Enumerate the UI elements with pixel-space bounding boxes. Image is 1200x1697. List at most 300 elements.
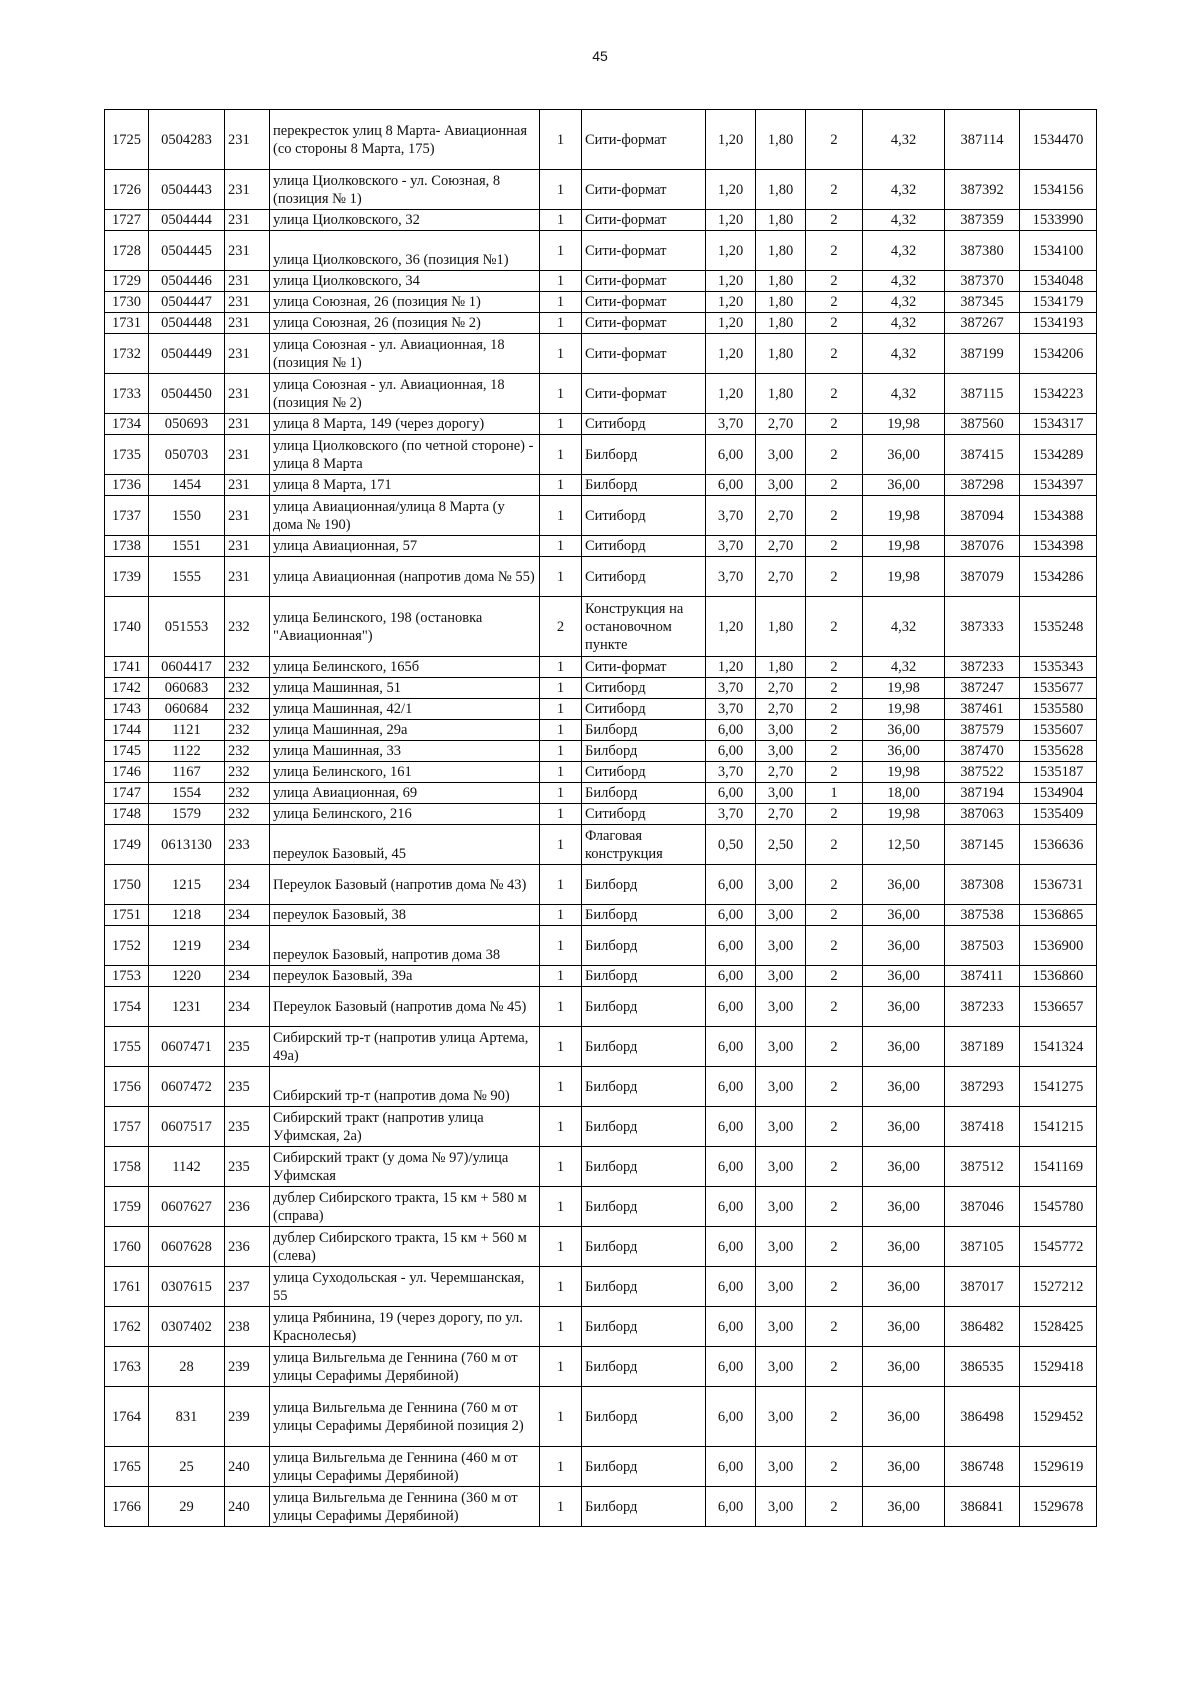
cell-structure-type: Сити-формат (582, 170, 706, 210)
cell-sides: 2 (806, 762, 863, 783)
cell-sides: 2 (806, 1487, 863, 1527)
cell-height: 3,00 (756, 1387, 806, 1447)
cell-zone: 232 (225, 597, 270, 657)
cell-sides: 2 (806, 1387, 863, 1447)
cell-coord-y: 1529452 (1020, 1387, 1097, 1447)
cell-area: 4,32 (863, 657, 945, 678)
cell-number: 1761 (105, 1267, 149, 1307)
cell-structure-type: Сити-формат (582, 374, 706, 414)
cell-sides: 2 (806, 435, 863, 475)
cell-coord-y: 1529418 (1020, 1347, 1097, 1387)
cell-coord-x: 387411 (945, 966, 1020, 987)
cell-height: 3,00 (756, 1027, 806, 1067)
cell-coord-y: 1534100 (1020, 231, 1097, 271)
cell-zone: 232 (225, 762, 270, 783)
table-row (105, 1387, 1097, 1447)
cell-quantity: 2 (540, 597, 582, 657)
cell-sides: 2 (806, 475, 863, 496)
table-row (105, 1487, 1097, 1527)
cell-address: Сибирский тракт (напротив улица Уфимская, 2а) (270, 1107, 540, 1147)
table-row (105, 374, 1097, 414)
cell-zone: 237 (225, 1267, 270, 1307)
cell-code: 1219 (149, 926, 225, 966)
cell-zone: 231 (225, 110, 270, 170)
cell-width: 6,00 (706, 926, 756, 966)
cell-structure-type: Сити-формат (582, 110, 706, 170)
cell-sides: 2 (806, 1447, 863, 1487)
cell-coord-x: 387415 (945, 435, 1020, 475)
cell-address: улица Вильгельма де Геннина (760 м от улицы Серафимы Дерябиной) (270, 1347, 540, 1387)
cell-number: 1764 (105, 1387, 149, 1447)
cell-coord-x: 387017 (945, 1267, 1020, 1307)
cell-code: 0607517 (149, 1107, 225, 1147)
cell-coord-y: 1534398 (1020, 536, 1097, 557)
cell-code: 1555 (149, 557, 225, 597)
cell-width: 6,00 (706, 720, 756, 741)
cell-number: 1752 (105, 926, 149, 966)
cell-number: 1727 (105, 210, 149, 231)
cell-number: 1760 (105, 1227, 149, 1267)
cell-area: 36,00 (863, 966, 945, 987)
cell-coord-y: 1545780 (1020, 1187, 1097, 1227)
cell-address: улица Союзная - ул. Авиационная, 18 (позиция № 2) (270, 374, 540, 414)
cell-quantity: 1 (540, 720, 582, 741)
cell-number: 1756 (105, 1067, 149, 1107)
cell-quantity: 1 (540, 762, 582, 783)
cell-coord-y: 1534289 (1020, 435, 1097, 475)
cell-zone: 238 (225, 1307, 270, 1347)
cell-structure-type: Ситиборд (582, 536, 706, 557)
table-row (105, 414, 1097, 435)
cell-address: дублер Сибирского тракта, 15 км + 580 м (справа) (270, 1187, 540, 1227)
cell-sides: 2 (806, 110, 863, 170)
table-row (105, 926, 1097, 966)
cell-coord-x: 387079 (945, 557, 1020, 597)
cell-address: переулок Базовый, 38 (270, 905, 540, 926)
cell-height: 3,00 (756, 783, 806, 804)
cell-coord-y: 1534388 (1020, 496, 1097, 536)
cell-sides: 2 (806, 170, 863, 210)
cell-structure-type: Билборд (582, 905, 706, 926)
table-row (105, 1107, 1097, 1147)
cell-code: 1579 (149, 804, 225, 825)
cell-height: 3,00 (756, 966, 806, 987)
cell-height: 2,70 (756, 762, 806, 783)
cell-sides: 2 (806, 1027, 863, 1067)
cell-coord-x: 387247 (945, 678, 1020, 699)
cell-number: 1750 (105, 865, 149, 905)
cell-sides: 2 (806, 1147, 863, 1187)
cell-address: улица Белинского, 216 (270, 804, 540, 825)
cell-address: Переулок Базовый (напротив дома № 45) (270, 987, 540, 1027)
cell-area: 4,32 (863, 110, 945, 170)
cell-quantity: 1 (540, 271, 582, 292)
cell-structure-type: Ситиборд (582, 762, 706, 783)
cell-coord-x: 387522 (945, 762, 1020, 783)
cell-height: 3,00 (756, 1487, 806, 1527)
cell-code: 060684 (149, 699, 225, 720)
cell-structure-type: Сити-формат (582, 657, 706, 678)
cell-number: 1732 (105, 334, 149, 374)
cell-sides: 2 (806, 557, 863, 597)
table-row (105, 557, 1097, 597)
table-row (105, 435, 1097, 475)
cell-height: 2,70 (756, 678, 806, 699)
cell-structure-type: Билборд (582, 1387, 706, 1447)
table-row (105, 657, 1097, 678)
cell-code: 0504283 (149, 110, 225, 170)
table-row (105, 210, 1097, 231)
cell-width: 6,00 (706, 435, 756, 475)
cell-sides: 2 (806, 1307, 863, 1347)
cell-height: 2,70 (756, 414, 806, 435)
cell-address: улица Авиационная/улица 8 Марта (у дома № 190) (270, 496, 540, 536)
cell-height: 3,00 (756, 1227, 806, 1267)
cell-address: перекресток улиц 8 Марта- Авиационная (со стороны 8 Марта, 175) (270, 110, 540, 170)
cell-quantity: 1 (540, 1387, 582, 1447)
cell-coord-x: 387189 (945, 1027, 1020, 1067)
cell-coord-y: 1536865 (1020, 905, 1097, 926)
cell-zone: 236 (225, 1187, 270, 1227)
cell-number: 1725 (105, 110, 149, 170)
cell-code: 28 (149, 1347, 225, 1387)
cell-quantity: 1 (540, 804, 582, 825)
cell-address: переулок Базовый, 39а (270, 966, 540, 987)
cell-number: 1733 (105, 374, 149, 414)
cell-code: 0504447 (149, 292, 225, 313)
cell-number: 1731 (105, 313, 149, 334)
cell-coord-x: 387145 (945, 825, 1020, 865)
cell-number: 1734 (105, 414, 149, 435)
cell-address: улица Союзная, 26 (позиция № 1) (270, 292, 540, 313)
cell-code: 1551 (149, 536, 225, 557)
cell-quantity: 1 (540, 1227, 582, 1267)
cell-zone: 232 (225, 657, 270, 678)
cell-coord-x: 387370 (945, 271, 1020, 292)
cell-coord-y: 1541275 (1020, 1067, 1097, 1107)
cell-coord-y: 1534397 (1020, 475, 1097, 496)
cell-height: 1,80 (756, 657, 806, 678)
cell-code: 0307402 (149, 1307, 225, 1347)
table-row (105, 496, 1097, 536)
cell-width: 6,00 (706, 741, 756, 762)
cell-quantity: 1 (540, 1027, 582, 1067)
cell-quantity: 1 (540, 231, 582, 271)
cell-zone: 234 (225, 966, 270, 987)
cell-code: 1231 (149, 987, 225, 1027)
cell-quantity: 1 (540, 926, 582, 966)
cell-width: 1,20 (706, 292, 756, 313)
cell-code: 0504444 (149, 210, 225, 231)
cell-area: 36,00 (863, 905, 945, 926)
cell-code: 0613130 (149, 825, 225, 865)
cell-address: Переулок Базовый (напротив дома № 43) (270, 865, 540, 905)
cell-area: 36,00 (863, 865, 945, 905)
cell-structure-type: Флаговая конструкция (582, 825, 706, 865)
cell-area: 19,98 (863, 804, 945, 825)
cell-quantity: 1 (540, 1447, 582, 1487)
cell-coord-y: 1534179 (1020, 292, 1097, 313)
cell-height: 1,80 (756, 334, 806, 374)
cell-sides: 2 (806, 292, 863, 313)
cell-height: 3,00 (756, 987, 806, 1027)
cell-sides: 2 (806, 313, 863, 334)
cell-height: 1,80 (756, 170, 806, 210)
cell-width: 6,00 (706, 966, 756, 987)
table-row (105, 231, 1097, 271)
cell-height: 3,00 (756, 741, 806, 762)
cell-coord-y: 1536731 (1020, 865, 1097, 905)
cell-area: 36,00 (863, 1487, 945, 1527)
cell-quantity: 1 (540, 699, 582, 720)
cell-quantity: 1 (540, 1107, 582, 1147)
cell-width: 3,70 (706, 496, 756, 536)
cell-coord-x: 386535 (945, 1347, 1020, 1387)
cell-coord-x: 387538 (945, 905, 1020, 926)
cell-area: 36,00 (863, 987, 945, 1027)
cell-coord-x: 387392 (945, 170, 1020, 210)
cell-height: 3,00 (756, 1107, 806, 1147)
cell-area: 19,98 (863, 678, 945, 699)
cell-structure-type: Билборд (582, 1487, 706, 1527)
cell-code: 1122 (149, 741, 225, 762)
cell-quantity: 1 (540, 741, 582, 762)
cell-area: 4,32 (863, 292, 945, 313)
cell-code: 831 (149, 1387, 225, 1447)
cell-number: 1751 (105, 905, 149, 926)
cell-address: улица Авиационная, 69 (270, 783, 540, 804)
cell-structure-type: Конструкция на остановочном пункте (582, 597, 706, 657)
cell-zone: 231 (225, 536, 270, 557)
cell-width: 6,00 (706, 1227, 756, 1267)
cell-coord-x: 387461 (945, 699, 1020, 720)
cell-zone: 232 (225, 678, 270, 699)
cell-number: 1742 (105, 678, 149, 699)
cell-sides: 2 (806, 865, 863, 905)
table-row (105, 905, 1097, 926)
cell-height: 3,00 (756, 1267, 806, 1307)
cell-area: 19,98 (863, 496, 945, 536)
cell-code: 1220 (149, 966, 225, 987)
cell-width: 6,00 (706, 1107, 756, 1147)
table-row (105, 762, 1097, 783)
cell-coord-y: 1534904 (1020, 783, 1097, 804)
cell-sides: 2 (806, 414, 863, 435)
cell-coord-y: 1535187 (1020, 762, 1097, 783)
cell-sides: 2 (806, 374, 863, 414)
cell-structure-type: Билборд (582, 435, 706, 475)
cell-height: 2,50 (756, 825, 806, 865)
cell-code: 29 (149, 1487, 225, 1527)
cell-coord-x: 387345 (945, 292, 1020, 313)
cell-width: 6,00 (706, 1187, 756, 1227)
table-row (105, 1187, 1097, 1227)
cell-zone: 231 (225, 475, 270, 496)
cell-coord-x: 387560 (945, 414, 1020, 435)
cell-zone: 239 (225, 1387, 270, 1447)
cell-area: 36,00 (863, 475, 945, 496)
cell-code: 0504449 (149, 334, 225, 374)
cell-quantity: 1 (540, 313, 582, 334)
cell-number: 1730 (105, 292, 149, 313)
table-row (105, 536, 1097, 557)
cell-coord-y: 1536860 (1020, 966, 1097, 987)
cell-sides: 2 (806, 496, 863, 536)
cell-width: 1,20 (706, 170, 756, 210)
cell-sides: 2 (806, 926, 863, 966)
cell-width: 3,70 (706, 804, 756, 825)
cell-coord-x: 386498 (945, 1387, 1020, 1447)
cell-zone: 231 (225, 435, 270, 475)
cell-address: улица Циолковского, 36 (позиция №1) (270, 231, 540, 271)
cell-height: 1,80 (756, 210, 806, 231)
cell-height: 3,00 (756, 720, 806, 741)
page-number: 45 (592, 48, 608, 64)
cell-sides: 2 (806, 966, 863, 987)
cell-number: 1746 (105, 762, 149, 783)
cell-code: 1167 (149, 762, 225, 783)
cell-code: 060683 (149, 678, 225, 699)
cell-number: 1766 (105, 1487, 149, 1527)
table-row (105, 475, 1097, 496)
cell-structure-type: Билборд (582, 741, 706, 762)
cell-code: 0607472 (149, 1067, 225, 1107)
cell-coord-y: 1534286 (1020, 557, 1097, 597)
cell-address: улица Белинского, 161 (270, 762, 540, 783)
cell-sides: 2 (806, 1107, 863, 1147)
cell-number: 1737 (105, 496, 149, 536)
cell-zone: 231 (225, 231, 270, 271)
table-row (105, 865, 1097, 905)
cell-coord-y: 1534470 (1020, 110, 1097, 170)
cell-address: Сибирский тр-т (напротив улица Артема, 49а) (270, 1027, 540, 1067)
cell-height: 3,00 (756, 926, 806, 966)
cell-structure-type: Билборд (582, 1267, 706, 1307)
cell-coord-y: 1534206 (1020, 334, 1097, 374)
table-row (105, 292, 1097, 313)
cell-code: 0307615 (149, 1267, 225, 1307)
cell-quantity: 1 (540, 987, 582, 1027)
table-row (105, 1307, 1097, 1347)
cell-height: 1,80 (756, 292, 806, 313)
cell-address: Сибирский тракт (у дома № 97)/улица Уфимская (270, 1147, 540, 1187)
cell-quantity: 1 (540, 1347, 582, 1387)
cell-quantity: 1 (540, 435, 582, 475)
cell-code: 1142 (149, 1147, 225, 1187)
cell-area: 36,00 (863, 720, 945, 741)
cell-structure-type: Ситиборд (582, 699, 706, 720)
cell-area: 19,98 (863, 762, 945, 783)
cell-height: 1,80 (756, 110, 806, 170)
cell-code: 25 (149, 1447, 225, 1487)
cell-coord-x: 387512 (945, 1147, 1020, 1187)
table-row (105, 783, 1097, 804)
cell-area: 36,00 (863, 1067, 945, 1107)
cell-number: 1736 (105, 475, 149, 496)
cell-area: 36,00 (863, 1347, 945, 1387)
cell-address: улица Циолковского, 34 (270, 271, 540, 292)
cell-coord-x: 387233 (945, 987, 1020, 1027)
cell-quantity: 1 (540, 496, 582, 536)
cell-coord-x: 386841 (945, 1487, 1020, 1527)
cell-number: 1759 (105, 1187, 149, 1227)
cell-coord-y: 1536900 (1020, 926, 1097, 966)
cell-area: 19,98 (863, 536, 945, 557)
cell-width: 1,20 (706, 334, 756, 374)
cell-structure-type: Билборд (582, 1347, 706, 1387)
cell-width: 6,00 (706, 1067, 756, 1107)
cell-height: 2,70 (756, 496, 806, 536)
cell-width: 3,70 (706, 536, 756, 557)
cell-number: 1728 (105, 231, 149, 271)
cell-zone: 231 (225, 557, 270, 597)
cell-quantity: 1 (540, 210, 582, 231)
cell-code: 0607627 (149, 1187, 225, 1227)
cell-structure-type: Билборд (582, 1187, 706, 1227)
cell-quantity: 1 (540, 374, 582, 414)
cell-address: улица 8 Марта, 171 (270, 475, 540, 496)
cell-number: 1754 (105, 987, 149, 1027)
cell-width: 1,20 (706, 313, 756, 334)
cell-structure-type: Билборд (582, 720, 706, 741)
cell-coord-x: 387293 (945, 1067, 1020, 1107)
cell-structure-type: Сити-формат (582, 231, 706, 271)
cell-zone: 231 (225, 313, 270, 334)
cell-sides: 1 (806, 783, 863, 804)
cell-coord-x: 387199 (945, 334, 1020, 374)
cell-coord-y: 1529678 (1020, 1487, 1097, 1527)
cell-zone: 231 (225, 210, 270, 231)
cell-area: 4,32 (863, 210, 945, 231)
cell-coord-x: 387094 (945, 496, 1020, 536)
table-row (105, 110, 1097, 170)
cell-zone: 231 (225, 292, 270, 313)
cell-area: 36,00 (863, 1307, 945, 1347)
cell-address: улица Вильгельма де Геннина (460 м от улицы Серафимы Дерябиной) (270, 1447, 540, 1487)
table-row (105, 825, 1097, 865)
cell-area: 19,98 (863, 557, 945, 597)
cell-sides: 2 (806, 1267, 863, 1307)
cell-structure-type: Билборд (582, 865, 706, 905)
cell-zone: 235 (225, 1147, 270, 1187)
cell-coord-y: 1535248 (1020, 597, 1097, 657)
cell-area: 36,00 (863, 1267, 945, 1307)
cell-zone: 231 (225, 170, 270, 210)
cell-width: 6,00 (706, 1027, 756, 1067)
cell-zone: 234 (225, 987, 270, 1027)
cell-coord-x: 387380 (945, 231, 1020, 271)
cell-coord-y: 1541215 (1020, 1107, 1097, 1147)
table-row (105, 1027, 1097, 1067)
cell-code: 0504446 (149, 271, 225, 292)
table-row (105, 1067, 1097, 1107)
cell-number: 1753 (105, 966, 149, 987)
cell-width: 6,00 (706, 475, 756, 496)
cell-coord-x: 387233 (945, 657, 1020, 678)
cell-area: 36,00 (863, 741, 945, 762)
cell-address: улица Машинная, 42/1 (270, 699, 540, 720)
cell-height: 3,00 (756, 1147, 806, 1187)
cell-zone: 235 (225, 1027, 270, 1067)
cell-structure-type: Сити-формат (582, 313, 706, 334)
cell-sides: 2 (806, 334, 863, 374)
cell-coord-x: 387114 (945, 110, 1020, 170)
cell-zone: 236 (225, 1227, 270, 1267)
cell-height: 1,80 (756, 313, 806, 334)
cell-structure-type: Ситиборд (582, 496, 706, 536)
cell-quantity: 1 (540, 292, 582, 313)
table-row (105, 271, 1097, 292)
